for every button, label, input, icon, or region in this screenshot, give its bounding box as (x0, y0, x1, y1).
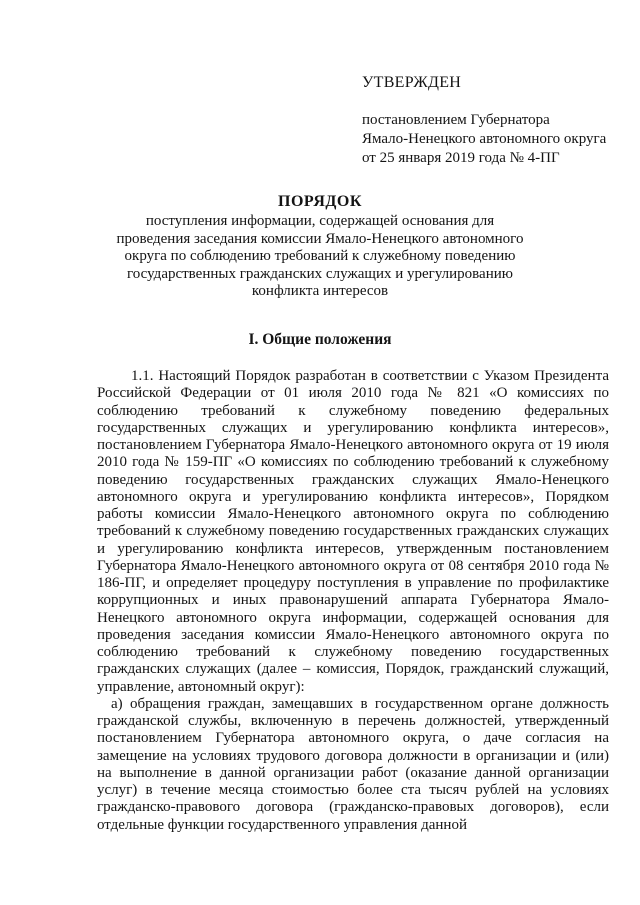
paragraph-a: а) обращения граждан, замещавших в государственном органе должность гражданской службы, включенную в перечень должностей, утвержденный постановлением Губернатора автономного округа, о даче согласия на замещение на условиях трудового договора должности в организации и (или) на выполнение в данной организации работ (оказание данной организации услуг) в течение месяца стоимостью более ста тысяч рублей на условиях гражданско-правового договора (гражданско-правовых договоров), если отдельные функции государственного управления данной (97, 695, 609, 833)
document-body (97, 368, 609, 834)
approval-heading: УТВЕРЖДЕН (362, 74, 462, 91)
document-subtitle: поступления информации, содержащей основания для проведения заседания комиссии Ямало-Ненецкого автономного округа по соблюдению требований к служебному поведению государственных гражданских служащих и урегулированию конфликта интересов (116, 213, 524, 299)
paragraph-1-1: 1.1. Настоящий Порядок разработан в соответствии с Указом Президента Российской Федерации от 01 июля 2010 года № 821 «О комиссиях по соблюдению требований к служебному поведению федеральных государственных служащих и урегулированию конфликта интересов», постановлением Губернатора Ямало-Ненецкого автономного округа от 19 июля 2010 года № 159-ПГ «О комиссиях по соблюдению требований к служебному поведению государственных гражданских служащих Ямало-Ненецкого автономного округа и урегулированию конфликта интересов», Порядком работы комиссии Ямало-Ненецкого автономного округа по соблюдению требований к служебному поведению государственных гражданских служащих и урегулированию конфликта интересов, утвержденным постановлением Губернатора Ямало-Ненецкого автономного округа от 08 сентября 2010 года № 186-ПГ, и определяет процедуру поступления в управление по профилактике коррупционных и иных правонарушений аппарата Губернатора Ямало-Ненецкого автономного округа информации, содержащей основания для проведения заседания комиссии Ямало-Ненецкого автономного округа по соблюдению требований к служебному поведению государственных гражданских служащих (далее – комиссия, Порядок, гражданский служащий, управление, автономный округ): (97, 368, 609, 695)
document-title: ПОРЯДОК (278, 193, 362, 210)
approval-block (362, 111, 606, 168)
approval-line: Ямало-Ненецкого автономного округа (362, 131, 607, 147)
section-title: I. Общие положения (248, 331, 392, 348)
approval-line: постановлением Губернатора (362, 112, 550, 128)
approval-line: от 25 января 2019 года № 4-ПГ (362, 150, 560, 166)
